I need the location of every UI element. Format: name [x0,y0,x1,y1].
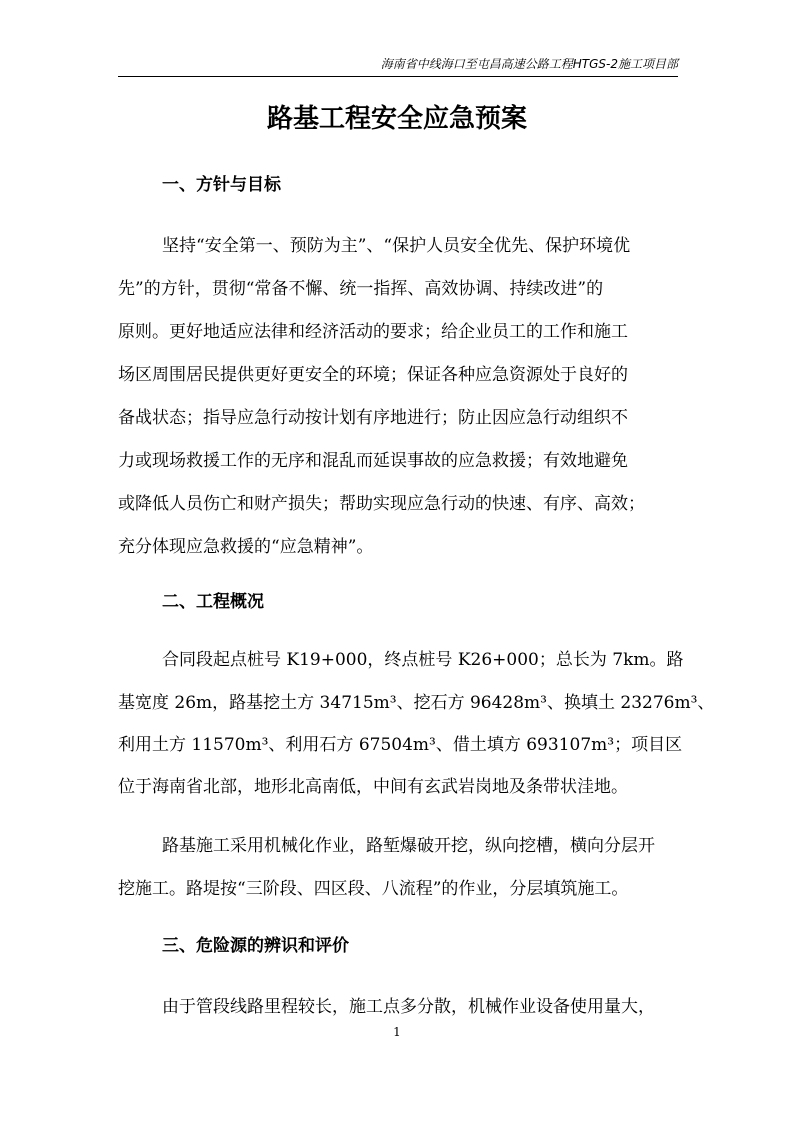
paragraph-line: 力或现场救援工作的无序和混乱而延误事故的应急救援；有效地避免 [118,451,628,471]
paragraph-line: 利用土方 11570m³、利用石方 67504m³、借土填方 693107m³；项目区 [118,735,683,755]
document-title: 路基工程安全应急预案 [266,104,527,134]
paragraph-line: 充分体现应急救援的“应急精神”。 [118,537,374,557]
header-rule [118,76,678,77]
paragraph-line: 基宽度 26m，路基挖土方 34715m³、挖石方 96428m³、换填土 23276m³、 [118,693,715,713]
paragraph-line: 位于海南省北部，地形北高南低，中间有玄武岩岗地及条带状洼地。 [118,777,628,797]
paragraph-line: 挖施工。路堤按“三阶段、四区段、八流程”的作业，分层填筑施工。 [118,879,629,899]
section-heading-2: 二、工程概况 [162,592,264,612]
paragraph-line: 坚持“安全第一、预防为主”、“保护人员安全优先、保护环境优 [162,236,631,256]
paragraph-line: 合同段起点桩号 K19+000，终点桩号 K26+000；总长为 7km。路 [162,650,684,670]
page-number: 1 [393,1025,401,1039]
paragraph-line: 备战状态；指导应急行动按计划有序地进行；防止因应急行动组织不 [118,408,628,428]
paragraph-line: 由于管段线路里程较长，施工点多分散，机械作业设备使用量大， [162,997,655,1017]
paragraph-line: 先”的方针，贯彻“常备不懈、统一指挥、高效协调、持续改进”的 [118,279,604,299]
running-header: 海南省中线海口至屯昌高速公路工程HTGS-2施工项目部 [380,57,678,71]
section-heading-3: 三、危险源的辨识和评价 [162,936,349,956]
paragraph-line: 或降低人员伤亡和财产损失；帮助实现应急行动的快速、有序、高效； [118,494,645,514]
section-heading-1: 一、方针与目标 [162,175,281,195]
paragraph-line: 原则。更好地适应法律和经济活动的要求；给企业员工的工作和施工 [118,322,628,342]
paragraph-line: 路基施工采用机械化作业，路堑爆破开挖，纵向挖槽，横向分层开 [162,836,655,856]
paragraph-line: 场区周围居民提供更好更安全的环境；保证各种应急资源处于良好的 [118,365,628,385]
